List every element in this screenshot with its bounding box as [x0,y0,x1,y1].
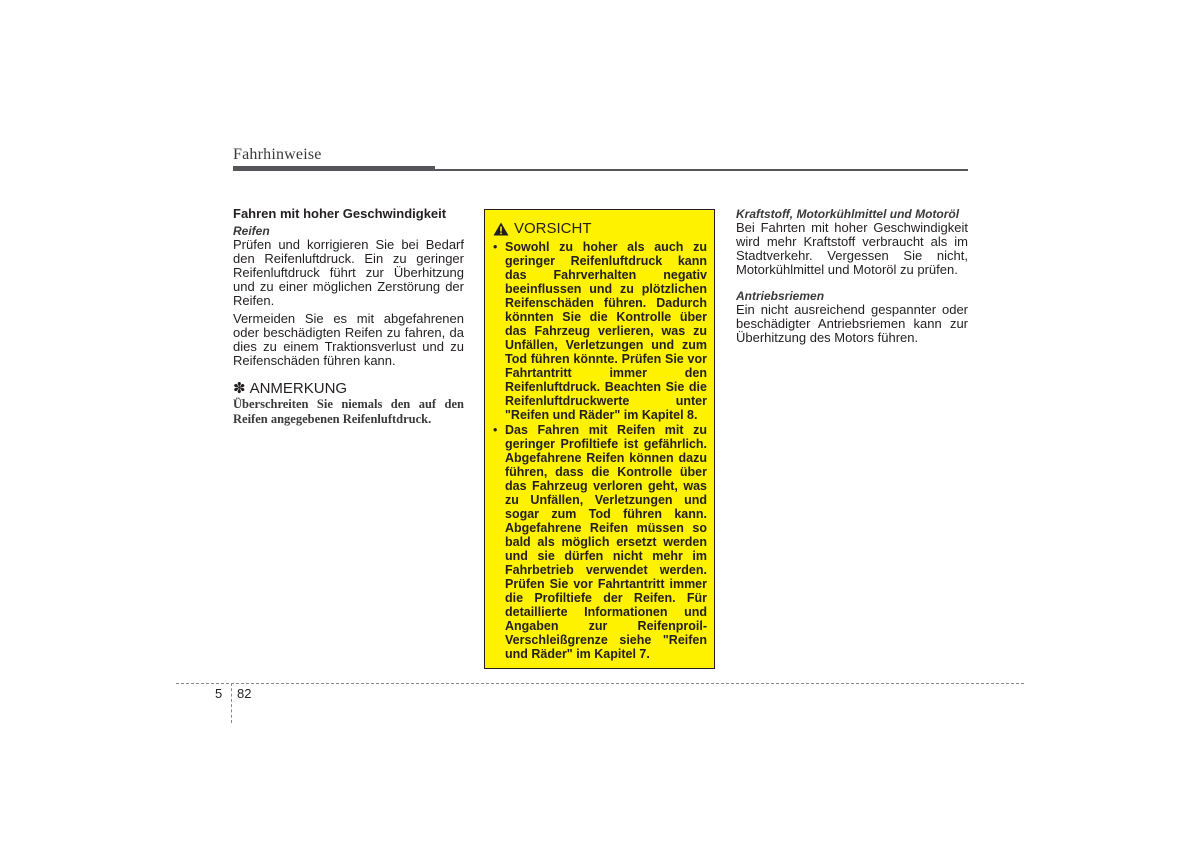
chapter-number: 5 [215,686,223,701]
right-column [736,207,968,345]
footer-rule [176,683,1024,684]
section-title: Fahrhinweise [233,146,322,163]
caution-box [484,209,715,669]
caution-item-tread: • Das Fahren mit Reifen mit zu geringer Profiltiefe ist gefährlich. Abgefahrene Reifen können dazu führen, dass die Kontrolle über das Fahrzeug verloren geht, was zu Unfällen, Verletzungen und sogar zum Tod führen kann. Abgefahrene Reifen müssen so bald als möglich ersetzt werden und sie dürfen nicht mehr im Fahrbetrieb verwendet werden. Prüfen Sie vor Fahrtantritt immer die Profiltiefe der Reifen. Für detaillierte Informationen und Angaben zur Reifenproil-Verschleißgrenze siehe "Reifen und Räder" im Kapitel 7. [493,423,707,661]
header-rule-thick [233,166,435,171]
paragraph-drive-belt: Ein nicht ausreichend gespannter oder beschädigter Antriebsriemen kann zur Überhitzung des Motors führen. [736,302,968,345]
header-rule-thin [435,169,968,171]
subheading-drive-belt: Antriebsriemen [736,289,825,303]
heading-high-speed: Fahren mit hoher Geschwindigkeit [233,206,447,221]
paragraph-fluids: Bei Fahrten mit hoher Geschwindigkeit wird mehr Kraftstoff verbraucht als im Stadtverkehr. Vergessen Sie nicht, Motorkühlmittel und Motoröl zu prüfen. [736,220,968,277]
left-column [233,207,464,427]
paragraph-tire-pressure: Prüfen und korrigieren Sie bei Bedarf den Reifenluftdruck. Ein zu geringer Reifenluftdruck führt zur Überhitzung und zu einer möglichen Zerstörung der Reifen. [233,237,464,308]
note-title: ANMERKUNG [249,380,348,397]
note-heading [233,382,464,396]
caution-item-pressure: • Sowohl zu hoher als auch zu geringer Reifenluftdruck kann das Fahrverhalten negativ beeinflussen und zu plötzlichen Reifenschäden führen. Dadurch könnten Sie die Kontrolle über das Fahrzeug verlieren, was zu Unfällen, Verletzungen und zum Tod führen könnte. Prüfen Sie vor Fahrtantritt immer den Reifenluftdruck. Beachten Sie die Reifenluftdruckwerte unter "Reifen und Räder" im Kapitel 8. [493,240,707,422]
warning-triangle-icon [493,222,509,236]
note-star-icon: ✽ [233,380,246,397]
caution-heading [493,220,707,237]
subheading-tires: Reifen [233,224,270,238]
page-number: 82 [237,686,252,701]
note-text: Überschreiten Sie niemals den auf den Reifen angegebenen Reifenluftdruck. [233,397,464,426]
footer-divider [231,683,232,723]
paragraph-worn-tires: Vermeiden Sie es mit abgefahrenen oder beschädigten Reifen zu fahren, da dies zu einem Traktionsverlust und zu Reifenschäden führen kann. [233,311,464,368]
caution-title: VORSICHT [514,220,592,237]
caution-list [493,240,707,661]
subheading-fluids: Kraftstoff, Motorkühlmittel und Motoröl [736,207,960,221]
